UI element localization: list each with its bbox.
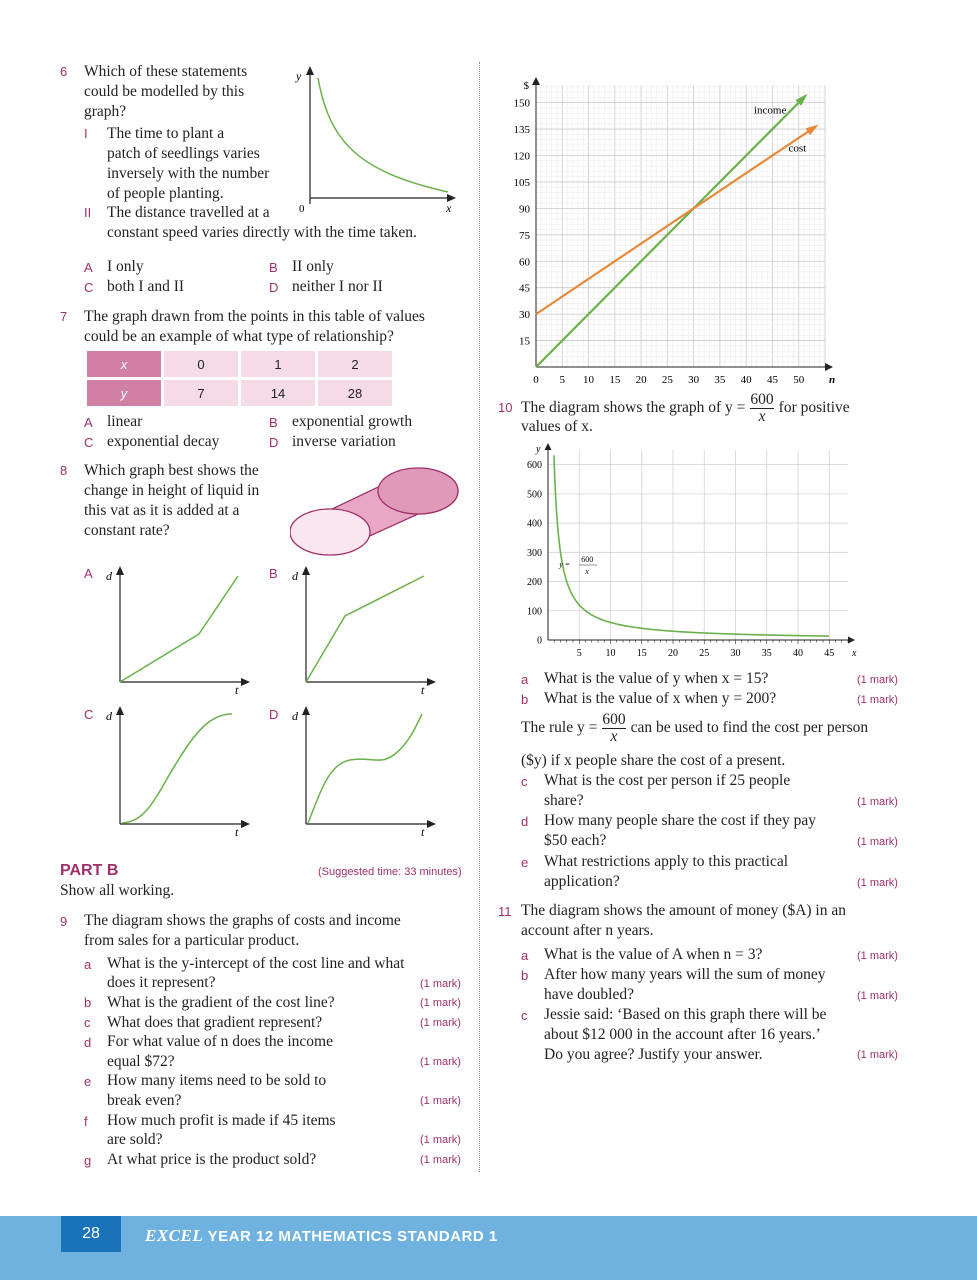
y-axis-arrow bbox=[545, 443, 552, 450]
part-text: about $12 000 in the account after 16 years.’ bbox=[544, 1026, 821, 1043]
y-tick-label: 200 bbox=[527, 577, 542, 589]
x-tick-label: 20 bbox=[668, 648, 678, 659]
x-tick-label: 5 bbox=[576, 648, 582, 659]
fraction bbox=[750, 392, 773, 425]
series-arrow-cost bbox=[806, 125, 819, 136]
question-text: Which graph best shows the bbox=[84, 462, 259, 479]
part-letter: d bbox=[521, 814, 529, 829]
part-letter: c bbox=[521, 1008, 528, 1023]
rule-pre: The rule y = bbox=[521, 719, 598, 736]
y-axis-arrow bbox=[302, 566, 310, 575]
y-tick-label: 100 bbox=[527, 606, 542, 618]
option-letter: A bbox=[84, 415, 93, 430]
question-text: The diagram shows the amount of money ($A) in an bbox=[521, 902, 846, 919]
mark-label: (1 mark) bbox=[420, 1134, 461, 1146]
part-text: have doubled? bbox=[544, 986, 634, 1003]
instruction: Show all working. bbox=[60, 882, 175, 899]
mark-label: (1 mark) bbox=[420, 1056, 461, 1068]
y-axis-label: d bbox=[106, 709, 112, 723]
table-cell: 1 bbox=[241, 351, 315, 377]
graph-curve bbox=[308, 714, 422, 823]
option-text: inverse variation bbox=[292, 433, 396, 450]
x-tick-label: 20 bbox=[635, 374, 647, 386]
y-tick-label: 30 bbox=[519, 309, 530, 322]
y-axis-label: y bbox=[536, 444, 541, 455]
option-text: linear bbox=[107, 413, 143, 430]
y-tick-label: 0 bbox=[537, 635, 542, 647]
mark-label: (1 mark) bbox=[420, 1154, 461, 1166]
part-letter: d bbox=[84, 1035, 92, 1050]
mark-label: (1 mark) bbox=[857, 796, 898, 808]
statement-label: II bbox=[84, 205, 92, 220]
y-tick-label: 75 bbox=[519, 229, 530, 242]
x-axis-label: x bbox=[446, 201, 452, 214]
option-letter: C bbox=[84, 280, 94, 295]
vat-illustration bbox=[290, 462, 465, 557]
inverse-chart bbox=[500, 440, 860, 660]
table-cell: 0 bbox=[164, 351, 238, 377]
x-tick-label: 40 bbox=[793, 648, 803, 659]
part-text: How much profit is made if 45 items bbox=[107, 1112, 336, 1129]
option-text: II only bbox=[292, 258, 334, 275]
x-tick-label: 15 bbox=[609, 374, 621, 386]
footer-brand: EXCEL bbox=[145, 1226, 204, 1245]
part-text: What is the value of x when y = 200? bbox=[544, 690, 777, 707]
mark-label: (1 mark) bbox=[420, 997, 461, 1009]
part-text: At what price is the product sold? bbox=[107, 1151, 317, 1168]
part-text: What is the y-intercept of the cost line and what bbox=[107, 955, 405, 972]
fraction-denominator: x bbox=[758, 407, 766, 425]
y-tick-label: 500 bbox=[527, 489, 542, 501]
x-tick-label: 35 bbox=[714, 374, 726, 386]
table-cell: 14 bbox=[241, 380, 315, 406]
rule-text bbox=[521, 710, 868, 746]
graph-d bbox=[290, 704, 440, 838]
part-text: What is the cost per person if 25 people bbox=[544, 772, 791, 789]
graph-curve bbox=[122, 714, 232, 823]
footer-book-title: YEAR 12 MATHEMATICS STANDARD 1 bbox=[207, 1228, 498, 1245]
graph-line bbox=[120, 576, 238, 682]
part-text: What is the gradient of the cost line? bbox=[107, 994, 335, 1011]
table-row bbox=[87, 380, 392, 406]
mark-label: (1 mark) bbox=[857, 674, 898, 686]
table-cell: 7 bbox=[164, 380, 238, 406]
page-number: 28 bbox=[61, 1216, 121, 1252]
part-text: What is the value of A when n = 3? bbox=[544, 946, 763, 963]
question-text: The diagram shows the graphs of costs and income bbox=[84, 912, 401, 929]
column-divider bbox=[479, 62, 480, 1172]
question-number: 8 bbox=[60, 463, 68, 478]
y-axis-label: d bbox=[292, 709, 298, 723]
x-axis-label: t bbox=[421, 825, 425, 838]
x-tick-label: 10 bbox=[605, 648, 616, 659]
table-cell: 2 bbox=[318, 351, 392, 377]
intro-pre: The diagram shows the graph of y = bbox=[521, 399, 746, 416]
y-axis-arrow bbox=[116, 706, 124, 715]
part-text: For what value of n does the income bbox=[107, 1033, 333, 1050]
part-text: Jessie said: ‘Based on this graph there will be bbox=[544, 1006, 827, 1023]
statement-label: I bbox=[84, 126, 88, 141]
mark-label: (1 mark) bbox=[857, 990, 898, 1002]
statement-text: of people planting. bbox=[107, 185, 224, 202]
part-letter: g bbox=[84, 1153, 92, 1168]
fraction-numerator: 600 bbox=[750, 390, 774, 408]
option-letter: B bbox=[269, 260, 278, 275]
inverse-curve bbox=[318, 78, 448, 192]
option-letter: A bbox=[84, 566, 93, 581]
graph-b bbox=[290, 564, 440, 696]
x-axis-label: t bbox=[421, 683, 425, 696]
part-text: application? bbox=[544, 873, 620, 890]
part-text: share? bbox=[544, 792, 584, 809]
table-row bbox=[87, 351, 392, 377]
y-tick-label: 120 bbox=[513, 150, 530, 163]
cost-income-chart bbox=[500, 75, 835, 390]
part-text: How many items need to be sold to bbox=[107, 1072, 327, 1089]
part-text: What does that gradient represent? bbox=[107, 1014, 323, 1031]
graph-c bbox=[104, 704, 254, 838]
annotation-numerator: 600 bbox=[581, 555, 594, 564]
part-title: PART B bbox=[60, 862, 119, 879]
part-letter: a bbox=[521, 948, 529, 963]
mark-label: (1 mark) bbox=[857, 950, 898, 962]
option-letter: D bbox=[269, 435, 279, 450]
footer-title bbox=[145, 1226, 498, 1246]
x-tick-label: 30 bbox=[688, 374, 700, 386]
question-text: change in height of liquid in bbox=[84, 482, 260, 499]
table-header-x: x bbox=[87, 351, 161, 377]
y-tick-label: 300 bbox=[527, 547, 542, 559]
y-axis-label: d bbox=[292, 569, 298, 583]
option-letter: D bbox=[269, 280, 279, 295]
part-text: does it represent? bbox=[107, 974, 216, 991]
vat-front-end bbox=[290, 509, 370, 555]
mark-label: (1 mark) bbox=[857, 1049, 898, 1061]
part-text: equal $72? bbox=[107, 1053, 175, 1070]
part-letter: a bbox=[521, 672, 529, 687]
x-tick-label: 30 bbox=[730, 648, 741, 659]
x-axis-arrow bbox=[427, 820, 436, 828]
question-text: values of x. bbox=[521, 418, 593, 435]
y-axis-label: y bbox=[296, 69, 302, 83]
option-text: neither I nor II bbox=[292, 278, 383, 295]
y-tick-label: 90 bbox=[519, 203, 530, 216]
question-number: 11 bbox=[498, 904, 512, 919]
x-tick-label: 45 bbox=[766, 374, 778, 386]
option-text: I only bbox=[107, 258, 144, 275]
vat-back-end bbox=[378, 468, 458, 514]
rule-post: can be used to find the cost per person bbox=[630, 719, 869, 736]
mark-label: (1 mark) bbox=[420, 1095, 461, 1107]
x-axis-arrow bbox=[241, 678, 250, 686]
x-axis-arrow bbox=[825, 363, 833, 371]
question-number: 6 bbox=[60, 64, 68, 79]
series-line-income bbox=[536, 97, 807, 367]
origin-label: 0 bbox=[299, 203, 305, 214]
graph-a bbox=[104, 564, 254, 696]
fraction-denominator: x bbox=[610, 727, 618, 745]
option-text: both I and II bbox=[107, 278, 185, 295]
question-text: could be an example of what type of relationship? bbox=[84, 328, 394, 345]
table-cell: 28 bbox=[318, 380, 392, 406]
statement-text: constant speed varies directly with the time taken. bbox=[107, 224, 417, 241]
y-tick-label: 105 bbox=[513, 176, 530, 189]
x-axis-arrow bbox=[427, 678, 436, 686]
x-tick-label: 50 bbox=[793, 374, 805, 386]
y-tick-label: 135 bbox=[513, 124, 530, 137]
part-text: How many people share the cost if they pay bbox=[544, 812, 817, 829]
y-axis-label: $ bbox=[523, 80, 529, 92]
series-label-cost: cost bbox=[788, 142, 807, 155]
statement-text: patch of seedlings varies bbox=[107, 145, 260, 162]
x-tick-label: 40 bbox=[740, 374, 752, 386]
x-tick-label: 10 bbox=[583, 374, 595, 386]
x-tick-label: 25 bbox=[661, 374, 673, 386]
table-header-y: y bbox=[87, 380, 161, 406]
option-letter: B bbox=[269, 566, 278, 581]
x-tick-label: 45 bbox=[824, 648, 835, 659]
question-text: Which of these statements bbox=[84, 63, 248, 80]
option-letter: A bbox=[84, 260, 93, 275]
y-tick-label: 15 bbox=[519, 335, 530, 348]
rule-text: ($y) if x people share the cost of a present. bbox=[521, 752, 786, 769]
y-axis-arrow bbox=[116, 566, 124, 575]
part-text: are sold? bbox=[107, 1131, 163, 1148]
question-number: 7 bbox=[60, 309, 68, 324]
question-number: 9 bbox=[60, 914, 68, 929]
mark-label: (1 mark) bbox=[420, 978, 461, 990]
part-text: What restrictions apply to this practical bbox=[544, 853, 789, 870]
option-letter: B bbox=[269, 415, 278, 430]
question-text: could be modelled by this bbox=[84, 83, 245, 100]
series-label-income: income bbox=[753, 104, 787, 117]
fraction bbox=[602, 712, 625, 745]
x-tick-label: 25 bbox=[699, 648, 710, 659]
mark-label: (1 mark) bbox=[857, 694, 898, 706]
part-letter: c bbox=[521, 774, 528, 789]
suggested-time: (Suggested time: 33 minutes) bbox=[318, 866, 462, 878]
y-tick-label: 45 bbox=[519, 282, 530, 295]
question-text: The graph drawn from the points in this table of values bbox=[84, 308, 425, 325]
mark-label: (1 mark) bbox=[857, 836, 898, 848]
x-tick-label: 35 bbox=[761, 648, 772, 659]
question-text: this vat as it is added at a bbox=[84, 502, 240, 519]
y-tick-label: 60 bbox=[519, 256, 530, 269]
x-axis-arrow bbox=[241, 820, 250, 828]
y-tick-label: 600 bbox=[527, 460, 542, 472]
annotation-pre: y = bbox=[559, 560, 571, 569]
part-letter: a bbox=[84, 957, 92, 972]
annotation-denominator: x bbox=[585, 567, 589, 576]
part-letter: e bbox=[84, 1074, 92, 1089]
fraction-numerator: 600 bbox=[602, 710, 626, 728]
y-axis-arrow bbox=[532, 77, 540, 85]
part-text: break even? bbox=[107, 1092, 182, 1109]
option-letter: D bbox=[269, 707, 279, 722]
option-text: exponential growth bbox=[292, 413, 413, 430]
question-text: account after n years. bbox=[521, 922, 654, 939]
part-letter: c bbox=[84, 1015, 91, 1030]
mark-label: (1 mark) bbox=[857, 877, 898, 889]
x-tick-label: 0 bbox=[533, 374, 539, 386]
y-axis-label: d bbox=[106, 569, 112, 583]
part-text: Do you agree? Justify your answer. bbox=[544, 1046, 763, 1063]
x-axis-label: t bbox=[235, 825, 239, 838]
part-letter: e bbox=[521, 855, 529, 870]
statement-text: The distance travelled at a bbox=[107, 204, 270, 221]
part-letter: b bbox=[521, 968, 529, 983]
part-letter: f bbox=[84, 1114, 88, 1129]
graph-line bbox=[306, 576, 424, 682]
x-axis-label: t bbox=[235, 683, 239, 696]
y-tick-label: 400 bbox=[527, 518, 542, 530]
y-tick-label: 150 bbox=[513, 97, 530, 110]
statement-text: The time to plant a bbox=[107, 125, 225, 142]
statement-text: inversely with the number bbox=[107, 165, 270, 182]
y-axis-arrow bbox=[306, 66, 314, 75]
part-text: What is the value of y when x = 15? bbox=[544, 670, 769, 687]
option-letter: C bbox=[84, 435, 94, 450]
part-text: After how many years will the sum of money bbox=[544, 966, 826, 983]
values-table bbox=[84, 348, 395, 409]
x-axis-label: n bbox=[829, 374, 835, 386]
x-tick-label: 15 bbox=[636, 648, 647, 659]
question-text: graph? bbox=[84, 103, 127, 120]
x-tick-label: 5 bbox=[559, 374, 566, 386]
series-curve bbox=[554, 455, 829, 636]
question-text: constant rate? bbox=[84, 522, 170, 539]
y-axis-arrow bbox=[302, 706, 310, 715]
part-text: $50 each? bbox=[544, 832, 607, 849]
question-text: from sales for a particular product. bbox=[84, 932, 300, 949]
option-letter: C bbox=[84, 707, 94, 722]
intro-post: for positive bbox=[778, 399, 850, 416]
x-axis-arrow bbox=[848, 637, 855, 644]
question-number: 10 bbox=[498, 400, 513, 415]
x-axis-label: x bbox=[852, 648, 857, 659]
option-text: exponential decay bbox=[107, 433, 220, 450]
part-letter: b bbox=[521, 692, 529, 707]
part-letter: b bbox=[84, 995, 92, 1010]
mark-label: (1 mark) bbox=[420, 1017, 461, 1029]
inverse-graph bbox=[290, 64, 460, 214]
